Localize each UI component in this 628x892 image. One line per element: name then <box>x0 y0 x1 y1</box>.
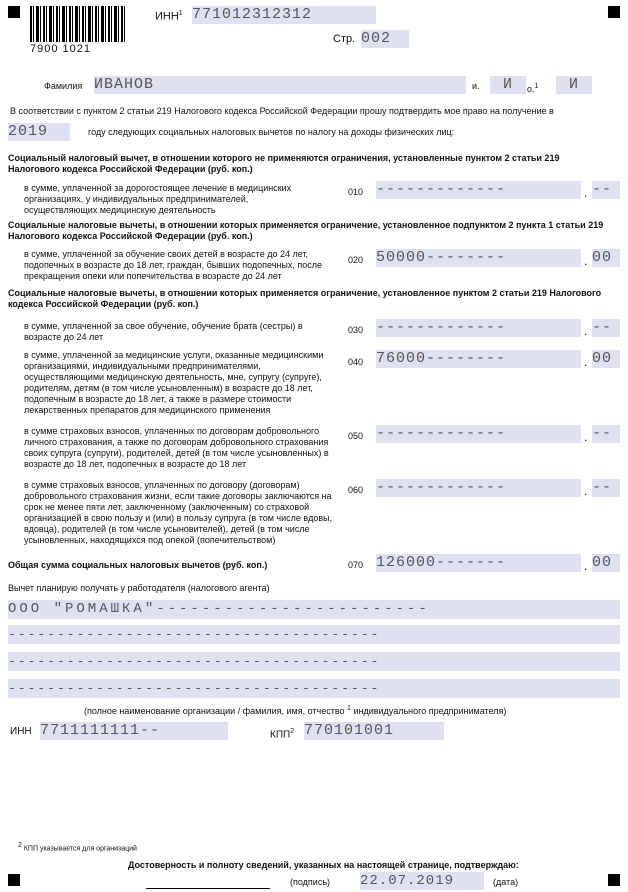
corner-marker-bottom-right <box>608 874 620 886</box>
header-inn-field[interactable]: 771012312312 <box>192 6 376 24</box>
employer-name-line-2[interactable]: -------------------------------------- <box>8 625 620 644</box>
barcode <box>30 6 126 42</box>
signature-line[interactable] <box>146 888 270 889</box>
row-030-separator: . <box>584 324 588 338</box>
header-inn-label: ИНН$^1$ <box>155 10 183 23</box>
employer-name-line-3[interactable]: -------------------------------------- <box>8 652 620 671</box>
row-020-separator: . <box>584 254 588 268</box>
confirm-text: Достоверность и полноту сведений, указанных на настоящей странице, подтверждаю: <box>128 860 519 870</box>
initial-i-field[interactable]: И <box>490 76 526 94</box>
row-030-text: в сумме, уплаченной за свое обучение, обучение брата (сестры) в возрасте до 24 лет <box>24 321 303 342</box>
row-030-kop-field[interactable]: -- <box>592 319 620 337</box>
total-kop-field[interactable]: 00 <box>592 554 620 572</box>
section-2-heading: Социальные налоговые вычеты, в отношении которых применяется ограничение, установленное подпунктом 2 пункта 1 статьи 219 Налогового кодекса Российской Федерации (руб. коп.) <box>8 220 604 241</box>
surname-label: Фамилия <box>44 81 83 91</box>
date-label: (дата) <box>493 877 519 887</box>
employer-inn-field[interactable]: 7711111111-- <box>40 722 228 740</box>
row-060-text: в сумме страховых взносов, уплаченных по договору (договорам) добровольного страхования жизни, если такие договоры заключаются на срок не менее пяти лет, заключенному (заключенным) со страховой организацией в свою пользу и (или) в пользу супруга (в том числе вдовы, вдовца), родителей (в том числе усыновителей), детей (в том числе усыновленных, находящихся под опекой (попечительством) <box>24 480 333 545</box>
row-060-code: 060 <box>348 485 364 495</box>
employer-kpp-field[interactable]: 770101001 <box>304 722 444 740</box>
employer-kpp-label: КПП$^2$ <box>270 728 295 741</box>
row-040-code: 040 <box>348 357 364 367</box>
row-040-kop-field[interactable]: 00 <box>592 350 620 368</box>
page-number-field[interactable]: 002 <box>361 30 409 48</box>
barcode-number: 7900 1021 <box>30 43 91 55</box>
total-rub-field[interactable]: 126000------- <box>376 554 581 572</box>
row-050-code: 050 <box>348 431 364 441</box>
intro-line-1: В соответствии с пунктом 2 статьи 219 Налогового кодекса Российской Федерации прошу подтвердить мое право на получение в <box>10 106 554 116</box>
row-010-rub-field[interactable]: ------------- <box>376 181 581 199</box>
section-3-heading: Социальные налоговые вычеты, в отношении которых применяется ограничение, установленное пунктом 2 статьи 219 Налогового кодекса Российской Федерации (руб. коп.) <box>8 288 602 309</box>
row-030-rub-field[interactable]: ------------- <box>376 319 581 337</box>
initial-o-label: о.$^1$ <box>527 83 539 94</box>
row-050-rub-field[interactable]: ------------- <box>376 425 581 443</box>
row-010-kop-field[interactable]: -- <box>592 181 620 199</box>
year-field[interactable]: 2019 <box>8 123 70 141</box>
initial-o-field[interactable]: И <box>556 76 592 94</box>
row-010-code: 010 <box>348 187 364 197</box>
row-020-kop-field[interactable]: 00 <box>592 249 620 267</box>
employer-caption: (полное наименование организации / фамилия, имя, отчество $^1$ индивидуального предпринимателя) <box>84 705 507 716</box>
row-040-rub-field[interactable]: 76000-------- <box>376 350 581 368</box>
total-separator: . <box>584 559 588 573</box>
row-040-separator: . <box>584 355 588 369</box>
employer-name-line-1[interactable]: ООО "РОМАШКА"------------------------ <box>8 600 620 619</box>
total-code: 070 <box>348 560 364 570</box>
date-field[interactable]: 22.07.2019 <box>360 872 484 890</box>
row-050-kop-field[interactable]: -- <box>592 425 620 443</box>
employer-name-line-4[interactable]: -------------------------------------- <box>8 679 620 698</box>
corner-marker-bottom-left <box>8 874 20 886</box>
row-060-separator: . <box>584 484 588 498</box>
row-020-code: 020 <box>348 255 364 265</box>
signature-label: (подпись) <box>290 877 331 887</box>
initial-i-label: и. <box>472 81 480 91</box>
row-060-kop-field[interactable]: -- <box>592 479 620 497</box>
corner-marker-top-left <box>8 6 20 18</box>
employer-label: Вычет планирую получать у работодателя (налогового агента) <box>8 583 270 593</box>
section-1-heading: Социальный налоговый вычет, в отношении которого не применяются ограничения, установленные пунктом 2 статьи 219 Налогового кодекса Российской Федерации (руб. коп.) <box>8 153 560 174</box>
footnote: 2 КПП указывается для организаций <box>18 842 137 853</box>
row-030-code: 030 <box>348 325 364 335</box>
row-060-rub-field[interactable]: ------------- <box>376 479 581 497</box>
row-010-separator: . <box>584 186 588 200</box>
employer-inn-label: ИНН <box>10 726 32 737</box>
row-050-separator: . <box>584 430 588 444</box>
total-label: Общая сумма социальных налоговых вычетов (руб. коп.) <box>8 560 268 570</box>
row-050-text: в сумме страховых взносов, уплаченных по договорам добровольного личного страхования, а также по договорам добровольного страхования своих супруга (супруги), родителей, детей (в том числе усыновленных) в возрасте до 18 лет, подопечных в возрасте до 18 лет <box>24 426 329 469</box>
row-020-rub-field[interactable]: 50000-------- <box>376 249 581 267</box>
intro-line-2: году следующих социальных налоговых вычетов по налогу на доходы физических лиц: <box>88 127 455 137</box>
row-020-text: в сумме, уплаченной за обучение своих детей в возрасте до 24 лет, подопечных в возрасте до 18 лет, граждан, бывших подопечных, после прекращения опеки или попечительства в возрасте до 24 лет <box>24 249 323 281</box>
page-label: Стр. <box>333 33 356 45</box>
row-040-text: в сумме, уплаченной за медицинские услуги, оказанные медицинскими организациями, индивидуальными предпринимателями, осуществляющими медицинскую деятельность, мне, супругу (супруге), родителям, детям (в том числе усыновленным) в возрасте до 18 лет, подопечным в возрасте до 18 лет, а также в размере стоимости лекарственных препаратов для медицинского применения <box>24 350 324 415</box>
corner-marker-top-right <box>608 6 620 18</box>
surname-field[interactable]: ИВАНОВ <box>94 76 466 94</box>
row-010-text: в сумме, уплаченной за дорогостоящее лечение в медицинских организациях, у индивидуальных предпринимателей, осуществляющих медицинскую деятельность <box>24 183 292 215</box>
